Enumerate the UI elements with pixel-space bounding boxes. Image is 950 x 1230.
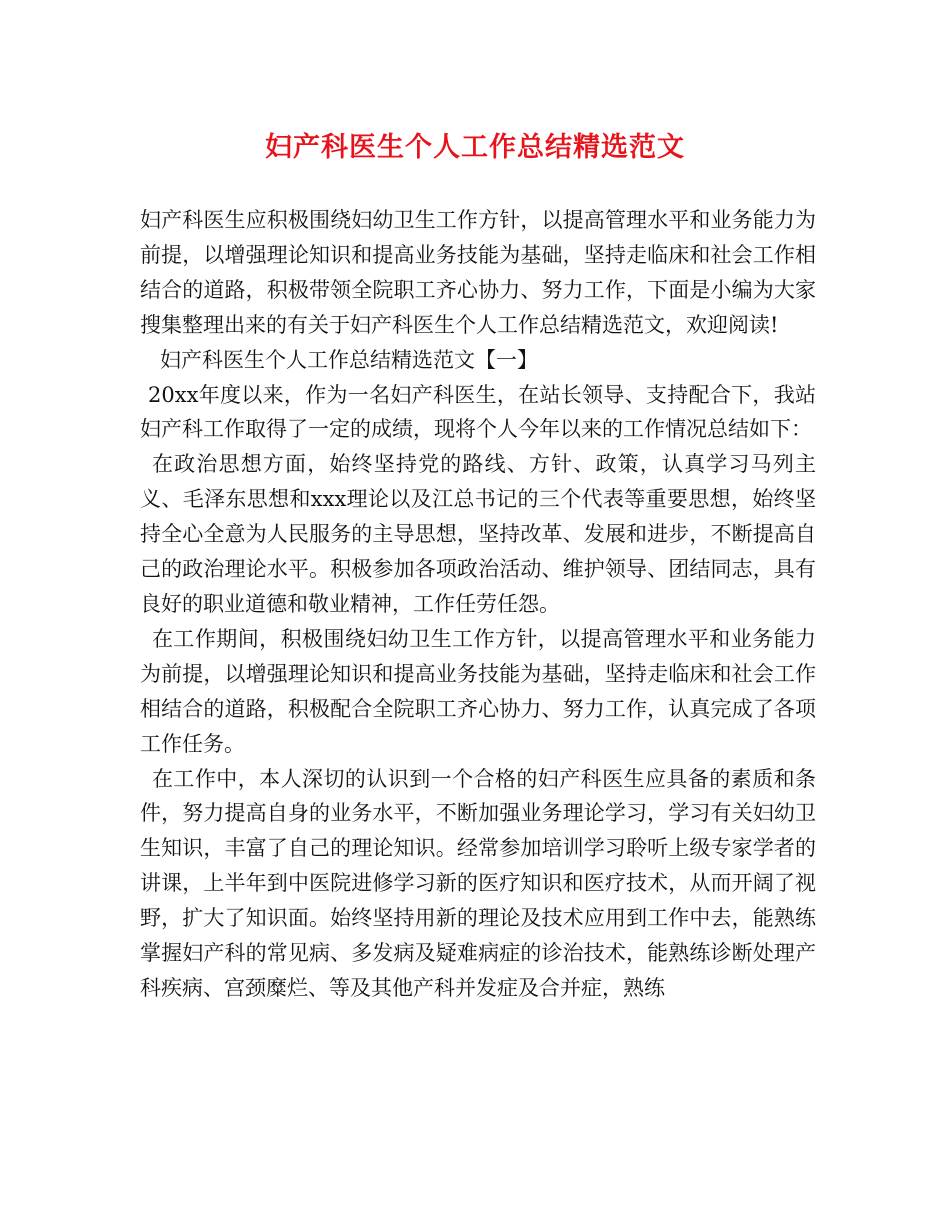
paragraph-political: 在政治思想方面，始终坚持党的路线、方针、政策，认真学习马列主义、毛泽东思想和xxx理论以及江总书记的三个代表等重要思想，始终坚持全心全意为人民服务的主导思想，坚持改革、发展和进步，不断提高自己的政治理论水平。积极参加各项政治活动、维护领导、团结同志，具有良好的职业道德和敬业精神，工作任劳任怨。 xyxy=(140,452,816,616)
paragraph-work-period: 在工作期间，积极围绕妇幼卫生工作方针，以提高管理水平和业务能力为前提，以增强理论知识和提高业务技能为基础，坚持走临床和社会工作相结合的道路，积极配合全院职工齐心协力、努力工作，认真完成了各项工作任务。 xyxy=(140,626,816,756)
intro-paragraph: 妇产科医生应积极围绕妇幼卫生工作方针，以提高管理水平和业务能力为前提，以增强理论知识和提高业务技能为基础，坚持走临床和社会工作相结合的道路，积极带领全院职工齐心协力、努力工作，下面是小编为大家搜集整理出来的有关于妇产科医生个人工作总结精选范文，欢迎阅读! xyxy=(140,208,816,337)
document-body xyxy=(140,203,816,1006)
paragraph-overview: 20xx年度以来，作为一名妇产科医生，在站长领导、支持配合下，我站妇产科工作取得了一定的成绩，现将个人今年以来的工作情况总结如下： xyxy=(140,382,816,442)
section-heading: 妇产科医生个人工作总结精选范文【一】 xyxy=(160,347,538,372)
paragraph-work-study: 在工作中，本人深切的认识到一个合格的妇产科医生应具备的素质和条件，努力提高自身的业务水平，不断加强业务理论学习，学习有关妇幼卫生知识，丰富了自己的理论知识。经常参加培训学习聆听上级专家学者的讲课，上半年到中医院进修学习新的医疗知识和医疗技术，从而开阔了视野，扩大了知识面。始终坚持用新的理论及技术应用到工作中去，能熟练掌握妇产科的常见病、多发病及疑难病症的诊治技术，能熟练诊断处理产科疾病、宫颈糜烂、等及其他产科并发症及合并症，熟练 xyxy=(140,766,816,1000)
document-title: 妇产科医生个人工作总结精选范文 xyxy=(265,132,685,163)
